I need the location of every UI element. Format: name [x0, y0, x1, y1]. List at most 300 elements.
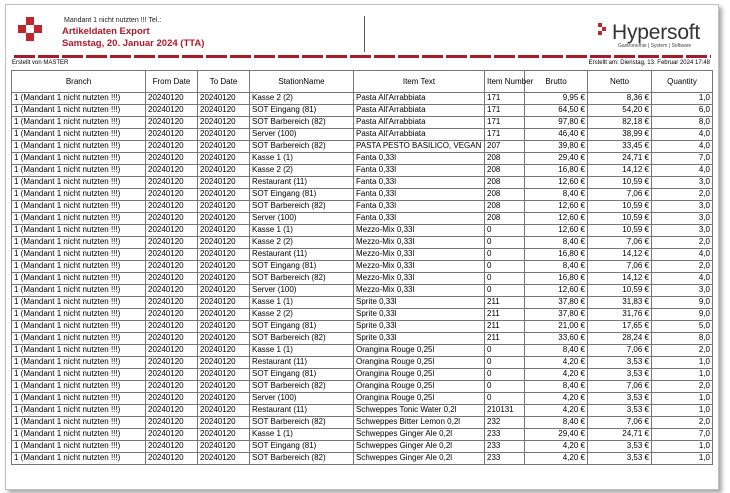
cell-brutto: 16,80 € — [525, 165, 588, 177]
cell-netto: 14,12 € — [588, 249, 652, 261]
table-row — [12, 393, 713, 405]
cell-item-text: Schweppes Ginger Ale 0,2l — [354, 429, 485, 441]
cell-brutto: 97,80 € — [525, 117, 588, 129]
cell-item-number: 208 — [485, 201, 525, 213]
cell-station-name: Kasse 1 (1) — [250, 153, 354, 165]
cell-branch: 1 (Mandant 1 nicht nutzten !!!) — [12, 225, 146, 237]
brand-name: Hypersoft — [612, 21, 701, 44]
cell-netto: 10,59 € — [588, 285, 652, 297]
cell-quantity: 1,0 — [652, 357, 713, 369]
cell-from-date: 20240120 — [146, 117, 198, 129]
cell-netto: 8,36 € — [588, 93, 652, 105]
report-page — [5, 4, 719, 490]
cell-station-name: SOT Barbereich (82) — [250, 117, 354, 129]
cell-brutto: 29,40 € — [525, 429, 588, 441]
cell-brutto: 37,80 € — [525, 309, 588, 321]
cell-quantity: 7,0 — [652, 153, 713, 165]
cell-station-name: SOT Barbereich (82) — [250, 141, 354, 153]
cell-station-name: SOT Barbereich (82) — [250, 273, 354, 285]
cell-quantity: 5,0 — [652, 321, 713, 333]
cell-item-text: Sprite 0,33l — [354, 309, 485, 321]
cell-to-date: 20240120 — [198, 297, 250, 309]
cell-item-number: 211 — [485, 309, 525, 321]
cell-item-number: 211 — [485, 333, 525, 345]
table-row — [12, 297, 713, 309]
cell-from-date: 20240120 — [146, 429, 198, 441]
header-rule — [14, 55, 711, 58]
cell-brutto: 64,50 € — [525, 105, 588, 117]
table-body — [12, 93, 713, 465]
cell-netto: 28,24 € — [588, 333, 652, 345]
table-row — [12, 441, 713, 453]
cell-item-text: Fanta 0,33l — [354, 201, 485, 213]
cell-item-number: 0 — [485, 345, 525, 357]
cell-brutto: 46,40 € — [525, 129, 588, 141]
cell-item-number: 208 — [485, 177, 525, 189]
created-by: Erstellt von MASTER — [12, 60, 69, 66]
cell-item-number: 207 — [485, 141, 525, 153]
cell-netto: 14,12 € — [588, 273, 652, 285]
cell-brutto: 12,60 € — [525, 213, 588, 225]
cell-to-date: 20240120 — [198, 393, 250, 405]
cell-item-text: Orangina Rouge 0,25l — [354, 381, 485, 393]
col-item-number: Item Number — [485, 71, 525, 93]
cell-station-name: Restaurant (11) — [250, 405, 354, 417]
cell-from-date: 20240120 — [146, 345, 198, 357]
cell-item-number: 0 — [485, 273, 525, 285]
cell-quantity: 2,0 — [652, 345, 713, 357]
col-to-date: To Date — [198, 71, 250, 93]
cell-to-date: 20240120 — [198, 249, 250, 261]
cell-netto: 38,99 € — [588, 129, 652, 141]
table-row — [12, 417, 713, 429]
table-row — [12, 345, 713, 357]
cell-station-name: Kasse 1 (1) — [250, 345, 354, 357]
table-row — [12, 381, 713, 393]
cell-quantity: 2,0 — [652, 417, 713, 429]
cell-branch: 1 (Mandant 1 nicht nutzten !!!) — [12, 381, 146, 393]
cell-from-date: 20240120 — [146, 297, 198, 309]
cell-brutto: 4,20 € — [525, 369, 588, 381]
hypersoft-logo-icon — [18, 17, 42, 41]
cell-item-text: Mezzo-Mix 0,33l — [354, 285, 485, 297]
table-row — [12, 261, 713, 273]
cell-netto: 7,06 € — [588, 237, 652, 249]
cell-from-date: 20240120 — [146, 309, 198, 321]
cell-station-name: SOT Eingang (81) — [250, 105, 354, 117]
cell-from-date: 20240120 — [146, 273, 198, 285]
cell-branch: 1 (Mandant 1 nicht nutzten !!!) — [12, 141, 146, 153]
cell-item-number: 208 — [485, 153, 525, 165]
cell-quantity: 2,0 — [652, 381, 713, 393]
cell-from-date: 20240120 — [146, 177, 198, 189]
col-item-text: Item Text — [354, 71, 485, 93]
cell-quantity: 3,0 — [652, 201, 713, 213]
col-from-date: From Date — [146, 71, 198, 93]
cell-station-name: Kasse 2 (2) — [250, 93, 354, 105]
cell-brutto: 4,20 € — [525, 441, 588, 453]
cell-brutto: 4,20 € — [525, 357, 588, 369]
cell-brutto: 9,95 € — [525, 93, 588, 105]
brand-mark-icon — [598, 23, 610, 37]
table-row — [12, 213, 713, 225]
cell-to-date: 20240120 — [198, 273, 250, 285]
cell-netto: 7,06 € — [588, 381, 652, 393]
table-row — [12, 309, 713, 321]
cell-brutto: 12,60 € — [525, 177, 588, 189]
cell-to-date: 20240120 — [198, 105, 250, 117]
cell-item-text: Fanta 0,33l — [354, 177, 485, 189]
table-row — [12, 105, 713, 117]
table-row — [12, 141, 713, 153]
cell-netto: 3,53 € — [588, 393, 652, 405]
cell-netto: 24,71 € — [588, 429, 652, 441]
table-row — [12, 129, 713, 141]
cell-branch: 1 (Mandant 1 nicht nutzten !!!) — [12, 393, 146, 405]
cell-item-number: 0 — [485, 225, 525, 237]
cell-netto: 3,53 € — [588, 405, 652, 417]
cell-netto: 54,20 € — [588, 105, 652, 117]
cell-to-date: 20240120 — [198, 213, 250, 225]
cell-netto: 33,45 € — [588, 141, 652, 153]
cell-brutto: 39,80 € — [525, 141, 588, 153]
cell-quantity: 4,0 — [652, 141, 713, 153]
cell-station-name: SOT Eingang (81) — [250, 441, 354, 453]
cell-station-name: SOT Barbereich (82) — [250, 201, 354, 213]
cell-quantity: 1,0 — [652, 393, 713, 405]
cell-from-date: 20240120 — [146, 93, 198, 105]
cell-item-text: Schweppes Ginger Ale 0,2l — [354, 453, 485, 465]
cell-item-number: 208 — [485, 189, 525, 201]
cell-item-text: Mezzo-Mix 0,33l — [354, 261, 485, 273]
cell-item-text: Orangina Rouge 0,25l — [354, 357, 485, 369]
cell-item-number: 0 — [485, 285, 525, 297]
cell-item-text: Fanta 0,33l — [354, 213, 485, 225]
cell-quantity: 4,0 — [652, 273, 713, 285]
cell-to-date: 20240120 — [198, 417, 250, 429]
cell-to-date: 20240120 — [198, 153, 250, 165]
cell-from-date: 20240120 — [146, 105, 198, 117]
cell-quantity: 4,0 — [652, 249, 713, 261]
cell-from-date: 20240120 — [146, 261, 198, 273]
cell-to-date: 20240120 — [198, 201, 250, 213]
cell-item-number: 232 — [485, 417, 525, 429]
cell-to-date: 20240120 — [198, 189, 250, 201]
col-branch: Branch — [12, 71, 146, 93]
table-row — [12, 177, 713, 189]
cell-branch: 1 (Mandant 1 nicht nutzten !!!) — [12, 405, 146, 417]
cell-quantity: 9,0 — [652, 297, 713, 309]
cell-station-name: Kasse 2 (2) — [250, 237, 354, 249]
cell-to-date: 20240120 — [198, 165, 250, 177]
cell-netto: 10,59 € — [588, 201, 652, 213]
cell-from-date: 20240120 — [146, 201, 198, 213]
cell-item-text: Schweppes Bitter Lemon 0,2l — [354, 417, 485, 429]
cell-to-date: 20240120 — [198, 177, 250, 189]
cell-item-text: Fanta 0,33l — [354, 153, 485, 165]
cell-station-name: SOT Eingang (81) — [250, 321, 354, 333]
cell-to-date: 20240120 — [198, 93, 250, 105]
cell-item-number: 171 — [485, 129, 525, 141]
cell-item-text: Pasta All'Arrabbiata — [354, 105, 485, 117]
cell-to-date: 20240120 — [198, 309, 250, 321]
cell-branch: 1 (Mandant 1 nicht nutzten !!!) — [12, 297, 146, 309]
cell-brutto: 37,80 € — [525, 297, 588, 309]
table-row — [12, 225, 713, 237]
cell-item-text: Mezzo-Mix 0,33l — [354, 273, 485, 285]
cell-item-text: Orangina Rouge 0,25l — [354, 369, 485, 381]
cell-from-date: 20240120 — [146, 189, 198, 201]
cell-netto: 3,53 € — [588, 441, 652, 453]
cell-item-text: Orangina Rouge 0,25l — [354, 393, 485, 405]
cell-branch: 1 (Mandant 1 nicht nutzten !!!) — [12, 189, 146, 201]
cell-quantity: 1,0 — [652, 453, 713, 465]
table-row — [12, 189, 713, 201]
cell-netto: 10,59 € — [588, 177, 652, 189]
table-row — [12, 249, 713, 261]
cell-item-number: 0 — [485, 237, 525, 249]
cell-item-text: Fanta 0,33l — [354, 165, 485, 177]
cell-branch: 1 (Mandant 1 nicht nutzten !!!) — [12, 153, 146, 165]
cell-from-date: 20240120 — [146, 381, 198, 393]
cell-to-date: 20240120 — [198, 357, 250, 369]
cell-branch: 1 (Mandant 1 nicht nutzten !!!) — [12, 417, 146, 429]
cell-station-name: Kasse 1 (1) — [250, 429, 354, 441]
cell-branch: 1 (Mandant 1 nicht nutzten !!!) — [12, 177, 146, 189]
cell-to-date: 20240120 — [198, 429, 250, 441]
cell-to-date: 20240120 — [198, 405, 250, 417]
table-row — [12, 201, 713, 213]
cell-netto: 7,06 € — [588, 417, 652, 429]
cell-to-date: 20240120 — [198, 261, 250, 273]
cell-from-date: 20240120 — [146, 441, 198, 453]
cell-station-name: Kasse 1 (1) — [250, 297, 354, 309]
table-row — [12, 93, 713, 105]
cell-from-date: 20240120 — [146, 225, 198, 237]
cell-quantity: 1,0 — [652, 405, 713, 417]
cell-item-number: 211 — [485, 321, 525, 333]
cell-item-number: 208 — [485, 213, 525, 225]
cell-branch: 1 (Mandant 1 nicht nutzten !!!) — [12, 285, 146, 297]
cell-brutto: 8,40 € — [525, 417, 588, 429]
cell-item-number: 233 — [485, 441, 525, 453]
cell-branch: 1 (Mandant 1 nicht nutzten !!!) — [12, 333, 146, 345]
cell-quantity: 6,0 — [652, 105, 713, 117]
cell-to-date: 20240120 — [198, 381, 250, 393]
cell-item-text: Fanta 0,33l — [354, 189, 485, 201]
cell-netto: 17,65 € — [588, 321, 652, 333]
table-row — [12, 117, 713, 129]
cell-item-text: Mezzo-Mix 0,33l — [354, 237, 485, 249]
cell-quantity: 4,0 — [652, 165, 713, 177]
cell-station-name: SOT Barbereich (82) — [250, 333, 354, 345]
cell-from-date: 20240120 — [146, 393, 198, 405]
cell-item-text: Sprite 0,33l — [354, 321, 485, 333]
cell-item-number: 0 — [485, 381, 525, 393]
cell-item-number: 171 — [485, 105, 525, 117]
cell-quantity: 3,0 — [652, 225, 713, 237]
cell-item-text: Mezzo-Mix 0,33l — [354, 249, 485, 261]
table-row — [12, 453, 713, 465]
cell-item-number: 0 — [485, 249, 525, 261]
col-brutto: Brutto — [525, 71, 588, 93]
header-divider — [364, 16, 365, 52]
cell-station-name: Server (100) — [250, 129, 354, 141]
cell-quantity: 2,0 — [652, 237, 713, 249]
cell-to-date: 20240120 — [198, 333, 250, 345]
cell-brutto: 4,20 € — [525, 453, 588, 465]
cell-brutto: 12,60 € — [525, 201, 588, 213]
cell-branch: 1 (Mandant 1 nicht nutzten !!!) — [12, 165, 146, 177]
cell-station-name: SOT Barbereich (82) — [250, 453, 354, 465]
cell-item-text: Sprite 0,33l — [354, 333, 485, 345]
col-station-name: StationName — [250, 71, 354, 93]
cell-item-number: 0 — [485, 357, 525, 369]
table-row — [12, 369, 713, 381]
client-line: Mandant 1 nicht nutzten !!! Tel.: — [64, 17, 162, 24]
cell-quantity: 8,0 — [652, 117, 713, 129]
cell-item-number: 210131 — [485, 405, 525, 417]
cell-station-name: Server (100) — [250, 393, 354, 405]
cell-quantity: 9,0 — [652, 309, 713, 321]
cell-netto: 7,06 € — [588, 189, 652, 201]
cell-item-number: 0 — [485, 261, 525, 273]
cell-from-date: 20240120 — [146, 237, 198, 249]
cell-station-name: SOT Eingang (81) — [250, 369, 354, 381]
brand-tagline: Gastronomie | System | Software — [618, 43, 692, 49]
cell-brutto: 4,20 € — [525, 405, 588, 417]
cell-from-date: 20240120 — [146, 417, 198, 429]
cell-to-date: 20240120 — [198, 441, 250, 453]
table-row — [12, 429, 713, 441]
cell-to-date: 20240120 — [198, 225, 250, 237]
col-netto: Netto — [588, 71, 652, 93]
table-row — [12, 153, 713, 165]
created-on: Erstellt am: Dienstag, 13. Februar 2024 17:48 — [588, 60, 710, 66]
cell-item-text: PASTA PESTO BASILICO, VEGAN — [354, 141, 485, 153]
cell-quantity: 8,0 — [652, 333, 713, 345]
cell-to-date: 20240120 — [198, 285, 250, 297]
article-data-table — [11, 70, 713, 465]
cell-branch: 1 (Mandant 1 nicht nutzten !!!) — [12, 201, 146, 213]
cell-quantity: 3,0 — [652, 213, 713, 225]
report-date: Samstag, 20. Januar 2024 (TTA) — [62, 38, 205, 49]
cell-quantity: 3,0 — [652, 177, 713, 189]
cell-station-name: Kasse 1 (1) — [250, 225, 354, 237]
cell-brutto: 8,40 € — [525, 261, 588, 273]
cell-from-date: 20240120 — [146, 165, 198, 177]
cell-quantity: 1,0 — [652, 93, 713, 105]
cell-netto: 3,53 € — [588, 357, 652, 369]
cell-netto: 10,59 € — [588, 225, 652, 237]
cell-to-date: 20240120 — [198, 345, 250, 357]
table-row — [12, 321, 713, 333]
cell-netto: 3,53 € — [588, 369, 652, 381]
cell-item-text: Pasta All'Arrabbiata — [354, 129, 485, 141]
cell-item-text: Pasta All'Arrabbiata — [354, 117, 485, 129]
cell-from-date: 20240120 — [146, 321, 198, 333]
cell-station-name: Restaurant (11) — [250, 357, 354, 369]
cell-item-text: Schweppes Tonic Water 0,2l — [354, 405, 485, 417]
cell-brutto: 16,80 € — [525, 273, 588, 285]
cell-quantity: 2,0 — [652, 189, 713, 201]
cell-from-date: 20240120 — [146, 357, 198, 369]
cell-branch: 1 (Mandant 1 nicht nutzten !!!) — [12, 93, 146, 105]
cell-brutto: 8,40 € — [525, 189, 588, 201]
cell-branch: 1 (Mandant 1 nicht nutzten !!!) — [12, 249, 146, 261]
cell-quantity: 1,0 — [652, 369, 713, 381]
cell-netto: 7,06 € — [588, 261, 652, 273]
cell-brutto: 12,60 € — [525, 225, 588, 237]
cell-brutto: 4,20 € — [525, 393, 588, 405]
cell-from-date: 20240120 — [146, 213, 198, 225]
cell-from-date: 20240120 — [146, 369, 198, 381]
table-row — [12, 165, 713, 177]
cell-branch: 1 (Mandant 1 nicht nutzten !!!) — [12, 237, 146, 249]
table-row — [12, 357, 713, 369]
cell-from-date: 20240120 — [146, 333, 198, 345]
cell-netto: 10,59 € — [588, 213, 652, 225]
cell-brutto: 12,60 € — [525, 285, 588, 297]
table-row — [12, 405, 713, 417]
cell-item-number: 0 — [485, 393, 525, 405]
cell-branch: 1 (Mandant 1 nicht nutzten !!!) — [12, 117, 146, 129]
cell-station-name: Server (100) — [250, 285, 354, 297]
cell-station-name: SOT Barbereich (82) — [250, 417, 354, 429]
cell-from-date: 20240120 — [146, 249, 198, 261]
cell-item-text: Schweppes Ginger Ale 0,2l — [354, 441, 485, 453]
cell-brutto: 29,40 € — [525, 153, 588, 165]
cell-from-date: 20240120 — [146, 153, 198, 165]
cell-to-date: 20240120 — [198, 237, 250, 249]
cell-quantity: 2,0 — [652, 261, 713, 273]
cell-branch: 1 (Mandant 1 nicht nutzten !!!) — [12, 453, 146, 465]
cell-item-number: 171 — [485, 93, 525, 105]
cell-branch: 1 (Mandant 1 nicht nutzten !!!) — [12, 213, 146, 225]
cell-station-name: SOT Eingang (81) — [250, 261, 354, 273]
cell-branch: 1 (Mandant 1 nicht nutzten !!!) — [12, 321, 146, 333]
cell-station-name: Kasse 2 (2) — [250, 165, 354, 177]
cell-to-date: 20240120 — [198, 129, 250, 141]
cell-item-number: 211 — [485, 297, 525, 309]
cell-quantity: 7,0 — [652, 429, 713, 441]
cell-branch: 1 (Mandant 1 nicht nutzten !!!) — [12, 429, 146, 441]
cell-item-text: Mezzo-Mix 0,33l — [354, 225, 485, 237]
cell-brutto: 21,00 € — [525, 321, 588, 333]
cell-from-date: 20240120 — [146, 453, 198, 465]
cell-netto: 31,83 € — [588, 297, 652, 309]
cell-branch: 1 (Mandant 1 nicht nutzten !!!) — [12, 369, 146, 381]
cell-branch: 1 (Mandant 1 nicht nutzten !!!) — [12, 357, 146, 369]
cell-brutto: 8,40 € — [525, 381, 588, 393]
cell-from-date: 20240120 — [146, 129, 198, 141]
cell-netto: 31,76 € — [588, 309, 652, 321]
cell-item-text: Sprite 0,33l — [354, 297, 485, 309]
cell-quantity: 3,0 — [652, 285, 713, 297]
cell-item-number: 0 — [485, 369, 525, 381]
cell-branch: 1 (Mandant 1 nicht nutzten !!!) — [12, 309, 146, 321]
table-row — [12, 333, 713, 345]
cell-branch: 1 (Mandant 1 nicht nutzten !!!) — [12, 441, 146, 453]
cell-netto: 7,06 € — [588, 345, 652, 357]
cell-station-name: Server (100) — [250, 213, 354, 225]
table-header — [12, 71, 713, 93]
cell-netto: 24,71 € — [588, 153, 652, 165]
table-row — [12, 285, 713, 297]
table-row — [12, 273, 713, 285]
cell-branch: 1 (Mandant 1 nicht nutzten !!!) — [12, 105, 146, 117]
cell-branch: 1 (Mandant 1 nicht nutzten !!!) — [12, 129, 146, 141]
